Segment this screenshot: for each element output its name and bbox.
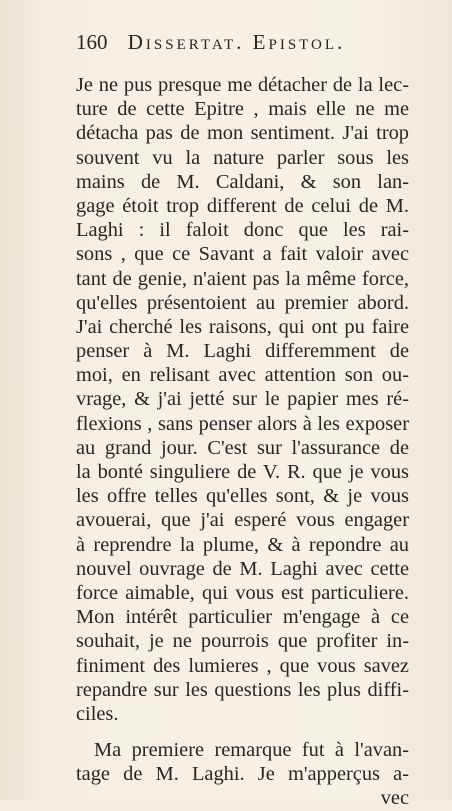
text-line: nouvel ouvrage de M. Laghi avec cette [76,557,409,580]
text-line: détacha pas de mon sentiment. J'ai trop [76,122,409,145]
text-line: Je ne pus presque me détacher de la lec- [76,74,409,96]
text-line: repandre sur les questions les plus diffi- [76,678,409,701]
catchword: vec [380,787,409,810]
text-line: avouerai, que j'ai esperé vous engager [76,509,409,532]
text-line: moi, en relisant avec attention son ou- [76,364,409,387]
paragraph-1 [76,73,409,726]
text-line: tant de genie, n'aient pas la même force, [76,267,409,290]
text-line: sons , que ce Savant a fait valoir avec [76,243,409,266]
text-line: les offre telles qu'elles sont, & je vous [76,485,409,508]
text-line: force aimable, qui vous est particuliere. [76,581,409,604]
page-number: 160 [76,30,108,54]
text-line: Mon intérêt particulier m'engage à ce [76,606,409,629]
running-header [76,30,406,66]
text-line: mains de M. Caldani, & son lan- [76,170,409,193]
text-line: Ma premiere remarque fut à l'avan- [94,739,409,762]
text-line: vrage, & j'ai jetté sur le papier mes ré- [76,388,409,411]
text-line: à reprendre la plume, & à repondre au [76,533,409,556]
text-line: tage de M. Laghi. Je m'apperçus a- [76,763,409,786]
body-text [76,73,409,811]
running-title: Dissertat. Epistol. [127,30,346,54]
text-line: flexions , sans penser alors à les exposer [76,412,409,435]
text-line: gage étoit trop different de celui de M. [76,194,409,217]
text-line: au grand jour. C'est sur l'assurance de [76,436,409,459]
text-line: qu'elles présentoient au premier abord. [76,291,409,314]
text-line: penser à M. Laghi differemment de [76,340,409,363]
text-line: ture de cette Epitre , mais elle ne me [76,98,409,121]
text-line: finiment des lumieres , que vous savez [76,654,409,677]
text-line: ciles. [76,702,119,725]
text-line: souvent vu la nature parler sous les [76,146,409,169]
text-line: la bonté singuliere de V. R. que je vous [76,461,409,483]
paragraph-gap [76,726,409,738]
text-line: J'ai cherché les raisons, qui ont pu faire [76,315,409,338]
text-line: souhait, je ne pourrois que profiter in- [76,630,409,653]
text-line: Laghi : il faloit donc que les rai- [76,219,409,242]
